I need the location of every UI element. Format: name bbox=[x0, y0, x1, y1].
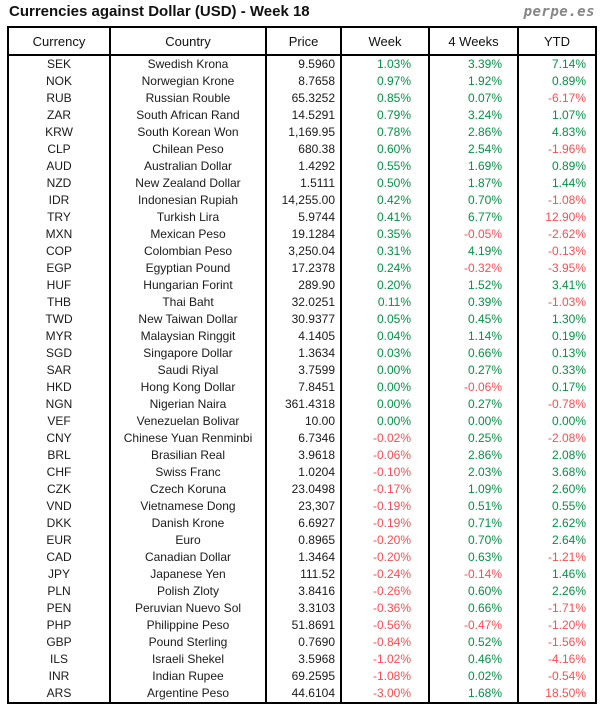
cell-currency-code: RUB bbox=[8, 90, 110, 107]
table-header-row bbox=[8, 27, 596, 55]
cell-price: 9.5960 bbox=[266, 55, 341, 73]
cell-ytd-change: 12.90% bbox=[518, 209, 596, 226]
cell-4weeks-change: 4.19% bbox=[429, 243, 518, 260]
cell-ytd-change: -2.62% bbox=[518, 226, 596, 243]
table-row bbox=[8, 243, 596, 260]
cell-ytd-change: 3.68% bbox=[518, 464, 596, 481]
cell-country-name: Philippine Peso bbox=[110, 617, 266, 634]
cell-ytd-change: -6.17% bbox=[518, 90, 596, 107]
cell-country-name: Hong Kong Dollar bbox=[110, 379, 266, 396]
cell-currency-code: CAD bbox=[8, 549, 110, 566]
cell-week-change: 0.85% bbox=[341, 90, 429, 107]
report-header bbox=[7, 3, 597, 26]
cell-week-change: 0.00% bbox=[341, 413, 429, 430]
table-row bbox=[8, 447, 596, 464]
cell-week-change: 0.50% bbox=[341, 175, 429, 192]
cell-price: 17.2378 bbox=[266, 260, 341, 277]
cell-ytd-change: 2.64% bbox=[518, 532, 596, 549]
cell-country-name: New Zealand Dollar bbox=[110, 175, 266, 192]
cell-price: 1.3464 bbox=[266, 549, 341, 566]
cell-price: 289.90 bbox=[266, 277, 341, 294]
cell-price: 6.6927 bbox=[266, 515, 341, 532]
cell-ytd-change: -1.03% bbox=[518, 294, 596, 311]
cell-4weeks-change: 0.27% bbox=[429, 362, 518, 379]
cell-country-name: Brasilian Real bbox=[110, 447, 266, 464]
table-row bbox=[8, 634, 596, 651]
cell-currency-code: AUD bbox=[8, 158, 110, 175]
cell-price: 10.00 bbox=[266, 413, 341, 430]
cell-price: 0.7690 bbox=[266, 634, 341, 651]
cell-price: 23,307 bbox=[266, 498, 341, 515]
cell-4weeks-change: 2.03% bbox=[429, 464, 518, 481]
cell-price: 14,255.00 bbox=[266, 192, 341, 209]
cell-country-name: South African Rand bbox=[110, 107, 266, 124]
cell-ytd-change: 1.46% bbox=[518, 566, 596, 583]
cell-country-name: Saudi Riyal bbox=[110, 362, 266, 379]
cell-ytd-change: 18.50% bbox=[518, 685, 596, 703]
cell-week-change: -0.06% bbox=[341, 447, 429, 464]
cell-week-change: -3.00% bbox=[341, 685, 429, 703]
cell-country-name: Singapore Dollar bbox=[110, 345, 266, 362]
cell-country-name: Thai Baht bbox=[110, 294, 266, 311]
cell-4weeks-change: 2.54% bbox=[429, 141, 518, 158]
cell-week-change: 0.00% bbox=[341, 379, 429, 396]
table-row bbox=[8, 55, 596, 73]
cell-4weeks-change: -0.14% bbox=[429, 566, 518, 583]
cell-4weeks-change: -0.32% bbox=[429, 260, 518, 277]
cell-price: 1.0204 bbox=[266, 464, 341, 481]
cell-price: 111.52 bbox=[266, 566, 341, 583]
currency-table bbox=[7, 26, 597, 704]
cell-ytd-change: 0.33% bbox=[518, 362, 596, 379]
col-header-4weeks: 4 Weeks bbox=[429, 27, 518, 55]
cell-week-change: -1.08% bbox=[341, 668, 429, 685]
cell-currency-code: PLN bbox=[8, 583, 110, 600]
table-row bbox=[8, 413, 596, 430]
cell-country-name: Vietnamese Dong bbox=[110, 498, 266, 515]
cell-4weeks-change: 0.70% bbox=[429, 532, 518, 549]
cell-currency-code: VEF bbox=[8, 413, 110, 430]
cell-price: 3.5968 bbox=[266, 651, 341, 668]
cell-week-change: 0.55% bbox=[341, 158, 429, 175]
cell-price: 69.2595 bbox=[266, 668, 341, 685]
table-row bbox=[8, 345, 596, 362]
cell-4weeks-change: -0.05% bbox=[429, 226, 518, 243]
cell-week-change: 0.42% bbox=[341, 192, 429, 209]
cell-week-change: -0.36% bbox=[341, 600, 429, 617]
cell-week-change: -0.20% bbox=[341, 532, 429, 549]
cell-country-name: Norwegian Krone bbox=[110, 73, 266, 90]
cell-week-change: 1.03% bbox=[341, 55, 429, 73]
table-row bbox=[8, 277, 596, 294]
cell-week-change: 0.00% bbox=[341, 362, 429, 379]
table-row bbox=[8, 515, 596, 532]
cell-currency-code: THB bbox=[8, 294, 110, 311]
col-header-week: Week bbox=[341, 27, 429, 55]
cell-country-name: New Taiwan Dollar bbox=[110, 311, 266, 328]
cell-currency-code: PHP bbox=[8, 617, 110, 634]
cell-price: 14.5291 bbox=[266, 107, 341, 124]
cell-currency-code: TWD bbox=[8, 311, 110, 328]
cell-4weeks-change: 0.52% bbox=[429, 634, 518, 651]
cell-country-name: Euro bbox=[110, 532, 266, 549]
cell-currency-code: TRY bbox=[8, 209, 110, 226]
cell-ytd-change: 2.62% bbox=[518, 515, 596, 532]
cell-4weeks-change: 0.00% bbox=[429, 413, 518, 430]
cell-country-name: Egyptian Pound bbox=[110, 260, 266, 277]
table-row bbox=[8, 481, 596, 498]
cell-week-change: -0.10% bbox=[341, 464, 429, 481]
cell-4weeks-change: 1.69% bbox=[429, 158, 518, 175]
cell-ytd-change: 1.30% bbox=[518, 311, 596, 328]
cell-price: 32.0251 bbox=[266, 294, 341, 311]
table-row bbox=[8, 651, 596, 668]
cell-price: 44.6104 bbox=[266, 685, 341, 703]
cell-4weeks-change: -0.47% bbox=[429, 617, 518, 634]
cell-currency-code: BRL bbox=[8, 447, 110, 464]
cell-price: 4.1405 bbox=[266, 328, 341, 345]
table-row bbox=[8, 90, 596, 107]
col-header-price: Price bbox=[266, 27, 341, 55]
table-row bbox=[8, 498, 596, 515]
cell-price: 5.9744 bbox=[266, 209, 341, 226]
cell-ytd-change: -1.21% bbox=[518, 549, 596, 566]
table-row bbox=[8, 294, 596, 311]
cell-4weeks-change: 1.92% bbox=[429, 73, 518, 90]
cell-country-name: Pound Sterling bbox=[110, 634, 266, 651]
cell-week-change: 0.24% bbox=[341, 260, 429, 277]
cell-ytd-change: 0.89% bbox=[518, 158, 596, 175]
cell-4weeks-change: 6.77% bbox=[429, 209, 518, 226]
cell-4weeks-change: 0.45% bbox=[429, 311, 518, 328]
cell-ytd-change: 3.41% bbox=[518, 277, 596, 294]
cell-currency-code: NOK bbox=[8, 73, 110, 90]
cell-price: 1,169.95 bbox=[266, 124, 341, 141]
cell-price: 6.7346 bbox=[266, 430, 341, 447]
cell-price: 361.4318 bbox=[266, 396, 341, 413]
cell-country-name: Japanese Yen bbox=[110, 566, 266, 583]
cell-week-change: 0.35% bbox=[341, 226, 429, 243]
cell-4weeks-change: 0.66% bbox=[429, 345, 518, 362]
cell-currency-code: SEK bbox=[8, 55, 110, 73]
cell-currency-code: INR bbox=[8, 668, 110, 685]
cell-ytd-change: 1.07% bbox=[518, 107, 596, 124]
cell-ytd-change: -4.16% bbox=[518, 651, 596, 668]
cell-4weeks-change: 0.60% bbox=[429, 583, 518, 600]
cell-country-name: Australian Dollar bbox=[110, 158, 266, 175]
table-row bbox=[8, 73, 596, 90]
cell-week-change: -0.24% bbox=[341, 566, 429, 583]
table-row bbox=[8, 396, 596, 413]
table-row bbox=[8, 379, 596, 396]
cell-price: 3.9618 bbox=[266, 447, 341, 464]
table-row bbox=[8, 107, 596, 124]
cell-price: 8.7658 bbox=[266, 73, 341, 90]
cell-price: 0.8965 bbox=[266, 532, 341, 549]
cell-week-change: 0.78% bbox=[341, 124, 429, 141]
cell-price: 51.8691 bbox=[266, 617, 341, 634]
cell-ytd-change: -1.56% bbox=[518, 634, 596, 651]
cell-4weeks-change: 1.52% bbox=[429, 277, 518, 294]
cell-price: 65.3252 bbox=[266, 90, 341, 107]
cell-ytd-change: -0.54% bbox=[518, 668, 596, 685]
cell-price: 7.8451 bbox=[266, 379, 341, 396]
cell-4weeks-change: 3.24% bbox=[429, 107, 518, 124]
cell-country-name: Danish Krone bbox=[110, 515, 266, 532]
cell-ytd-change: 0.00% bbox=[518, 413, 596, 430]
cell-currency-code: MYR bbox=[8, 328, 110, 345]
cell-ytd-change: -1.96% bbox=[518, 141, 596, 158]
cell-week-change: -0.84% bbox=[341, 634, 429, 651]
cell-week-change: 0.03% bbox=[341, 345, 429, 362]
cell-4weeks-change: 2.86% bbox=[429, 447, 518, 464]
col-header-country: Country bbox=[110, 27, 266, 55]
cell-price: 3.7599 bbox=[266, 362, 341, 379]
cell-week-change: 0.05% bbox=[341, 311, 429, 328]
cell-ytd-change: 7.14% bbox=[518, 55, 596, 73]
cell-4weeks-change: 0.46% bbox=[429, 651, 518, 668]
cell-week-change: 0.11% bbox=[341, 294, 429, 311]
table-row bbox=[8, 209, 596, 226]
cell-currency-code: COP bbox=[8, 243, 110, 260]
cell-country-name: Canadian Dollar bbox=[110, 549, 266, 566]
cell-currency-code: NGN bbox=[8, 396, 110, 413]
cell-currency-code: DKK bbox=[8, 515, 110, 532]
cell-4weeks-change: 1.14% bbox=[429, 328, 518, 345]
cell-country-name: Russian Rouble bbox=[110, 90, 266, 107]
table-row bbox=[8, 124, 596, 141]
table-row bbox=[8, 311, 596, 328]
cell-4weeks-change: 0.51% bbox=[429, 498, 518, 515]
cell-country-name: Argentine Peso bbox=[110, 685, 266, 703]
table-row bbox=[8, 600, 596, 617]
table-row bbox=[8, 226, 596, 243]
cell-ytd-change: 1.44% bbox=[518, 175, 596, 192]
cell-4weeks-change: 0.71% bbox=[429, 515, 518, 532]
cell-4weeks-change: 0.07% bbox=[429, 90, 518, 107]
cell-week-change: 0.00% bbox=[341, 396, 429, 413]
cell-week-change: 0.60% bbox=[341, 141, 429, 158]
cell-country-name: Turkish Lira bbox=[110, 209, 266, 226]
cell-price: 1.5111 bbox=[266, 175, 341, 192]
cell-price: 680.38 bbox=[266, 141, 341, 158]
table-row bbox=[8, 532, 596, 549]
cell-ytd-change: 0.89% bbox=[518, 73, 596, 90]
cell-currency-code: VND bbox=[8, 498, 110, 515]
cell-ytd-change: 2.60% bbox=[518, 481, 596, 498]
table-row bbox=[8, 141, 596, 158]
table-row bbox=[8, 430, 596, 447]
table-row bbox=[8, 583, 596, 600]
cell-ytd-change: 2.26% bbox=[518, 583, 596, 600]
cell-week-change: 0.04% bbox=[341, 328, 429, 345]
cell-price: 1.4292 bbox=[266, 158, 341, 175]
cell-currency-code: PEN bbox=[8, 600, 110, 617]
cell-4weeks-change: 1.68% bbox=[429, 685, 518, 703]
cell-currency-code: ZAR bbox=[8, 107, 110, 124]
cell-currency-code: CNY bbox=[8, 430, 110, 447]
cell-currency-code: EUR bbox=[8, 532, 110, 549]
cell-currency-code: HUF bbox=[8, 277, 110, 294]
cell-currency-code: KRW bbox=[8, 124, 110, 141]
cell-currency-code: JPY bbox=[8, 566, 110, 583]
cell-ytd-change: -1.08% bbox=[518, 192, 596, 209]
cell-4weeks-change: 0.27% bbox=[429, 396, 518, 413]
cell-ytd-change: -0.13% bbox=[518, 243, 596, 260]
cell-ytd-change: 0.17% bbox=[518, 379, 596, 396]
cell-4weeks-change: 0.70% bbox=[429, 192, 518, 209]
cell-currency-code: CHF bbox=[8, 464, 110, 481]
cell-4weeks-change: 0.25% bbox=[429, 430, 518, 447]
cell-country-name: Chilean Peso bbox=[110, 141, 266, 158]
cell-country-name: Colombian Peso bbox=[110, 243, 266, 260]
brand-logo: perpe.es bbox=[523, 4, 595, 20]
cell-country-name: Indonesian Rupiah bbox=[110, 192, 266, 209]
cell-4weeks-change: 3.39% bbox=[429, 55, 518, 73]
cell-week-change: 0.31% bbox=[341, 243, 429, 260]
cell-country-name: South Korean Won bbox=[110, 124, 266, 141]
cell-4weeks-change: 1.87% bbox=[429, 175, 518, 192]
page-title: Currencies against Dollar (USD) - Week 18 bbox=[9, 3, 310, 20]
cell-currency-code: NZD bbox=[8, 175, 110, 192]
cell-ytd-change: -2.08% bbox=[518, 430, 596, 447]
table-row bbox=[8, 464, 596, 481]
cell-currency-code: GBP bbox=[8, 634, 110, 651]
cell-country-name: Venezuelan Bolivar bbox=[110, 413, 266, 430]
cell-ytd-change: -1.71% bbox=[518, 600, 596, 617]
cell-ytd-change: 2.08% bbox=[518, 447, 596, 464]
cell-currency-code: CZK bbox=[8, 481, 110, 498]
cell-currency-code: EGP bbox=[8, 260, 110, 277]
table-row bbox=[8, 362, 596, 379]
cell-price: 3.3103 bbox=[266, 600, 341, 617]
cell-4weeks-change: 2.86% bbox=[429, 124, 518, 141]
cell-country-name: Nigerian Naira bbox=[110, 396, 266, 413]
cell-currency-code: MXN bbox=[8, 226, 110, 243]
cell-country-name: Indian Rupee bbox=[110, 668, 266, 685]
cell-country-name: Czech Koruna bbox=[110, 481, 266, 498]
cell-4weeks-change: -0.06% bbox=[429, 379, 518, 396]
table-row bbox=[8, 617, 596, 634]
cell-country-name: Israeli Shekel bbox=[110, 651, 266, 668]
cell-4weeks-change: 0.63% bbox=[429, 549, 518, 566]
cell-week-change: -0.20% bbox=[341, 549, 429, 566]
cell-currency-code: SGD bbox=[8, 345, 110, 362]
cell-week-change: -0.26% bbox=[341, 583, 429, 600]
cell-ytd-change: -1.20% bbox=[518, 617, 596, 634]
table-row bbox=[8, 158, 596, 175]
table-row bbox=[8, 175, 596, 192]
cell-week-change: 0.41% bbox=[341, 209, 429, 226]
table-row bbox=[8, 549, 596, 566]
table-row bbox=[8, 260, 596, 277]
cell-price: 19.1284 bbox=[266, 226, 341, 243]
cell-week-change: -0.02% bbox=[341, 430, 429, 447]
cell-week-change: 0.79% bbox=[341, 107, 429, 124]
cell-week-change: -0.19% bbox=[341, 498, 429, 515]
cell-week-change: -0.17% bbox=[341, 481, 429, 498]
cell-country-name: Malaysian Ringgit bbox=[110, 328, 266, 345]
cell-currency-code: ILS bbox=[8, 651, 110, 668]
cell-country-name: Polish Zloty bbox=[110, 583, 266, 600]
cell-ytd-change: -3.95% bbox=[518, 260, 596, 277]
cell-currency-code: SAR bbox=[8, 362, 110, 379]
cell-week-change: -0.19% bbox=[341, 515, 429, 532]
cell-4weeks-change: 1.09% bbox=[429, 481, 518, 498]
cell-price: 30.9377 bbox=[266, 311, 341, 328]
cell-ytd-change: 0.13% bbox=[518, 345, 596, 362]
cell-currency-code: IDR bbox=[8, 192, 110, 209]
cell-week-change: 0.20% bbox=[341, 277, 429, 294]
cell-week-change: 0.97% bbox=[341, 73, 429, 90]
cell-4weeks-change: 0.66% bbox=[429, 600, 518, 617]
table-row bbox=[8, 566, 596, 583]
cell-country-name: Mexican Peso bbox=[110, 226, 266, 243]
cell-ytd-change: 0.55% bbox=[518, 498, 596, 515]
cell-currency-code: CLP bbox=[8, 141, 110, 158]
cell-ytd-change: 0.19% bbox=[518, 328, 596, 345]
table-row bbox=[8, 685, 596, 703]
cell-4weeks-change: 0.02% bbox=[429, 668, 518, 685]
cell-country-name: Hungarian Forint bbox=[110, 277, 266, 294]
cell-price: 23.0498 bbox=[266, 481, 341, 498]
cell-country-name: Swedish Krona bbox=[110, 55, 266, 73]
cell-country-name: Peruvian Nuevo Sol bbox=[110, 600, 266, 617]
table-body bbox=[8, 55, 596, 703]
cell-4weeks-change: 0.39% bbox=[429, 294, 518, 311]
table-row bbox=[8, 668, 596, 685]
cell-ytd-change: 4.83% bbox=[518, 124, 596, 141]
cell-price: 3.8416 bbox=[266, 583, 341, 600]
cell-price: 1.3634 bbox=[266, 345, 341, 362]
cell-price: 3,250.04 bbox=[266, 243, 341, 260]
cell-week-change: -0.56% bbox=[341, 617, 429, 634]
table-row bbox=[8, 328, 596, 345]
cell-country-name: Swiss Franc bbox=[110, 464, 266, 481]
cell-week-change: -1.02% bbox=[341, 651, 429, 668]
col-header-ytd: YTD bbox=[518, 27, 596, 55]
table-row bbox=[8, 192, 596, 209]
col-header-currency: Currency bbox=[8, 27, 110, 55]
cell-currency-code: HKD bbox=[8, 379, 110, 396]
cell-ytd-change: -0.78% bbox=[518, 396, 596, 413]
cell-currency-code: ARS bbox=[8, 685, 110, 703]
cell-country-name: Chinese Yuan Renminbi bbox=[110, 430, 266, 447]
